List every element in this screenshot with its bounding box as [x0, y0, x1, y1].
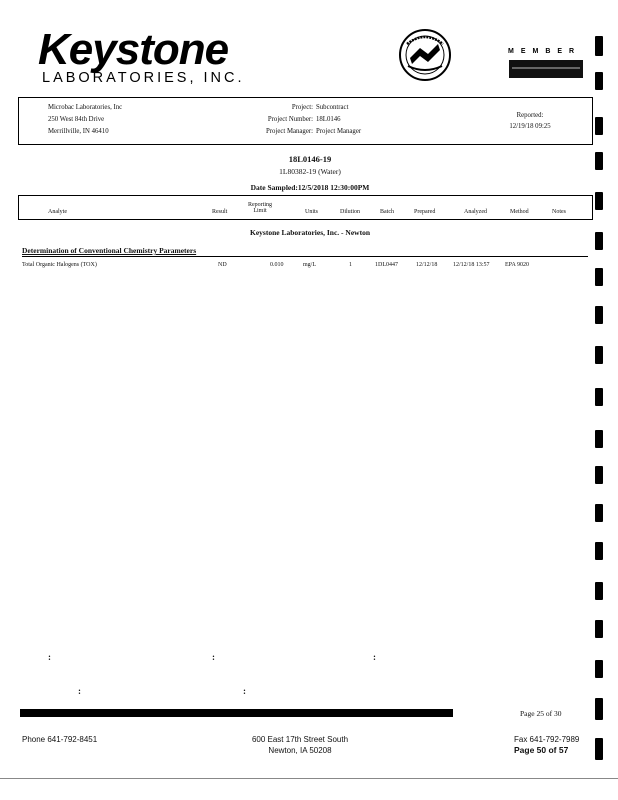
edge-tab: [595, 620, 603, 638]
lab-sample-id: 1L80382-19 (Water): [279, 167, 341, 176]
row-method: EPA 9020: [505, 262, 529, 268]
scan-mark: :: [212, 652, 215, 662]
col-batch: Batch: [380, 209, 394, 215]
scan-mark: :: [78, 686, 81, 696]
project-number-label: Project Number:: [267, 116, 313, 123]
col-analyzed: Analyzed: [464, 209, 487, 215]
project-manager-value: Project Manager: [316, 128, 362, 135]
footer-phone: Phone 641-792-8451: [22, 735, 98, 744]
edge-tab: [595, 430, 603, 448]
edge-tab: [595, 152, 603, 170]
footer-bar: [20, 709, 453, 717]
edge-tab: [595, 268, 603, 286]
col-reporting-limit-2: Limit: [253, 208, 267, 214]
edge-tab: [595, 72, 603, 90]
row-batch: 1DL0447: [375, 262, 398, 268]
edge-tab: [595, 542, 603, 560]
client-city: Merrillville, IN 46410: [48, 128, 109, 135]
section-title: Determination of Conventional Chemistry Parameters: [22, 246, 197, 255]
col-prepared: Prepared: [414, 209, 436, 215]
member-association-logo: [509, 60, 583, 78]
footer-address-line1: 600 East 17th Street South: [251, 735, 349, 744]
report-page-number: Page 25 of 30: [520, 709, 562, 718]
scan-mark: :: [373, 652, 376, 662]
company-logo-subtitle: LABORATORIES, INC.: [42, 70, 245, 86]
edge-tab: [595, 232, 603, 250]
col-units: Units: [305, 209, 319, 215]
reported-label: Reported:: [516, 112, 544, 119]
edge-tab: [595, 36, 603, 56]
project-number-value: 18L0146: [316, 116, 341, 123]
company-logo: Keystone: [38, 25, 229, 74]
footer-address-line2: Newton, IA 50208: [268, 746, 332, 755]
footer-divider: [0, 778, 618, 779]
lab-name: Keystone Laboratories, Inc. - Newton: [250, 228, 370, 237]
row-analyte: Total Organic Halogens (TOX): [22, 262, 97, 268]
project-manager-label: Project Manager:: [266, 128, 313, 135]
column-header-box: [18, 195, 593, 220]
col-reporting-limit-1: Reporting: [248, 202, 272, 208]
edge-tab: [595, 660, 603, 678]
edge-tab: [595, 306, 603, 324]
col-analyte: Analyte: [48, 209, 67, 215]
row-result: ND: [218, 262, 227, 268]
date-sampled: Date Sampled:12/5/2018 12:30:00PM: [250, 183, 370, 192]
client-name: Microbac Laboratories, Inc: [48, 104, 123, 111]
col-dilution: Dilution: [340, 209, 361, 215]
edge-tab: [595, 504, 603, 522]
edge-tab: [595, 466, 603, 484]
col-notes: Notes: [552, 209, 566, 215]
sample-id: 18L0146-19: [288, 154, 332, 164]
client-street: 250 West 84th Drive: [48, 116, 105, 123]
accreditation-seal-icon: [398, 28, 452, 82]
scan-mark: :: [243, 686, 246, 696]
scan-mark: :: [48, 652, 51, 662]
col-result: Result: [212, 209, 228, 215]
project-label: Project:: [291, 104, 313, 111]
row-reporting-limit: 0.010: [270, 262, 284, 268]
edge-tab: [595, 117, 603, 135]
reported-value: 12/19/18 09:25: [509, 123, 551, 130]
footer-page-number: Page 50 of 57: [514, 745, 569, 755]
footer-fax: Fax 641-792-7989: [514, 735, 580, 744]
row-analyzed: 12/12/18 13:57: [453, 262, 490, 268]
edge-tab: [595, 738, 603, 760]
col-method: Method: [510, 209, 529, 215]
edge-tab: [595, 698, 603, 720]
member-label: MEMBER: [508, 48, 582, 55]
edge-tab: [595, 388, 603, 406]
edge-tab: [595, 192, 603, 210]
edge-tab: [595, 582, 603, 600]
project-value: Subcontract: [316, 104, 349, 111]
edge-tab: [595, 346, 603, 364]
row-prepared: 12/12/18: [416, 262, 438, 268]
row-dilution: 1: [349, 262, 352, 268]
section-divider: [22, 256, 588, 257]
row-units: mg/L: [303, 262, 316, 268]
